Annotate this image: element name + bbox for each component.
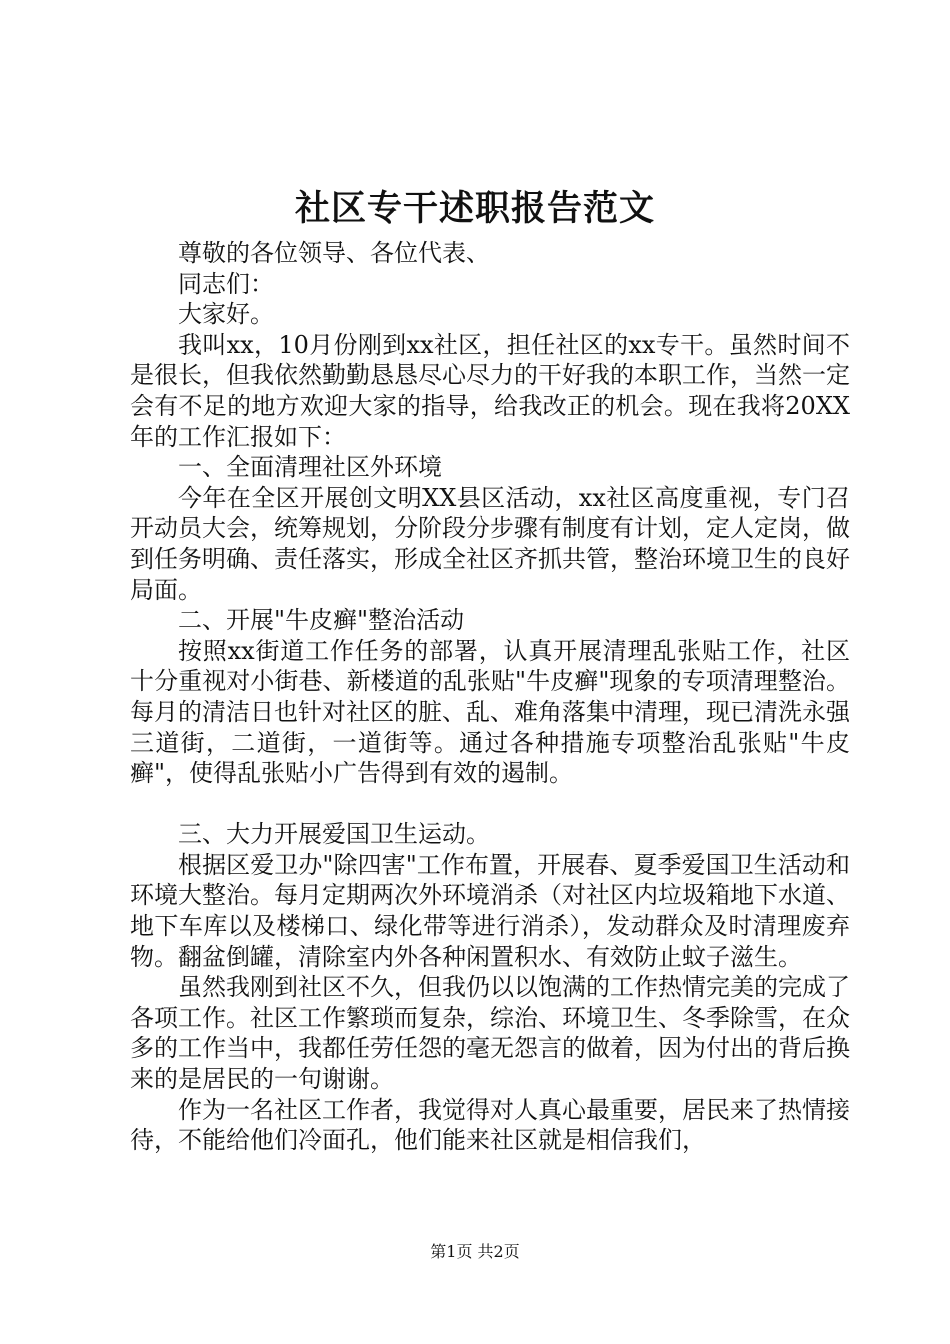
paragraph-spacer (130, 789, 850, 820)
paragraph-introduction: 我叫xx，10月份刚到xx社区，担任社区的xx专干。虽然时间不是很长，但我依然勤勤恳恳尽心尽力的干好我的本职工作，当然一定会有不足的地方欢迎大家的指导，给我改正的机会。现在我将20XX年的工作汇报如下： (130, 330, 850, 451)
paragraph-section-2: 按照xx街道工作任务的部署，认真开展清理乱张贴工作，社区十分重视对小街巷、新楼道的乱张贴"牛皮癣"现象的专项清理整治。每月的清洁日也针对社区的脏、乱、难角落集中清理，现已清洗永强三道街，二道街，一道街等。通过各种措施专项整治乱张贴"牛皮癣"，使得乱张贴小广告得到有效的遏制。 (130, 636, 850, 788)
paragraph-salutation-2: 同志们： (178, 269, 274, 298)
paragraph-section-1: 今年在全区开展创文明XX县区活动，xx社区高度重视，专门召开动员大会，统筹规划，分阶段分步骤有制度有计划，定人定岗，做到任务明确、责任落实，形成全社区齐抓共管，整治环境卫生的良好局面。 (130, 483, 850, 604)
section-heading-3: 三、大力开展爱国卫生运动。 (178, 820, 490, 849)
section-heading-1: 一、全面清理社区外环境 (178, 453, 442, 482)
paragraph-summary: 虽然我刚到社区不久，但我仍以以饱满的工作热情完美的完成了各项工作。社区工作繁琐而复杂，综治、环境卫生、冬季除雪，在众多的工作当中，我都任劳任怨的毫无怨言的做着，因为付出的背后换来的是居民的一句谢谢。 (130, 973, 850, 1094)
document-title: 社区专干述职报告范文 (294, 188, 655, 229)
paragraph-salutation-1: 尊敬的各位领导、各位代表、 (178, 239, 490, 267)
paragraph-greeting: 大家好。 (178, 300, 274, 329)
paragraph-section-3: 根据区爱卫办"除四害"工作布置，开展春、夏季爱国卫生活动和环境大整治。每月定期两次外环境消杀（对社区内垃圾箱地下水道、地下车库以及楼梯口、绿化带等进行消杀），发动群众及时清理废弃物。翻盆倒罐，清除室内外各种闲置积水、有效防止蚊子滋生。 (130, 850, 850, 971)
document-body (130, 238, 850, 1156)
page-indicator: 第1页 共2页 (430, 1242, 520, 1261)
section-heading-2: 二、开展"牛皮癣"整治活动 (178, 606, 465, 635)
paragraph-reflection: 作为一名社区工作者，我觉得对人真心最重要，居民来了热情接待，不能给他们冷面孔，他们能来社区就是相信我们， (130, 1095, 850, 1155)
